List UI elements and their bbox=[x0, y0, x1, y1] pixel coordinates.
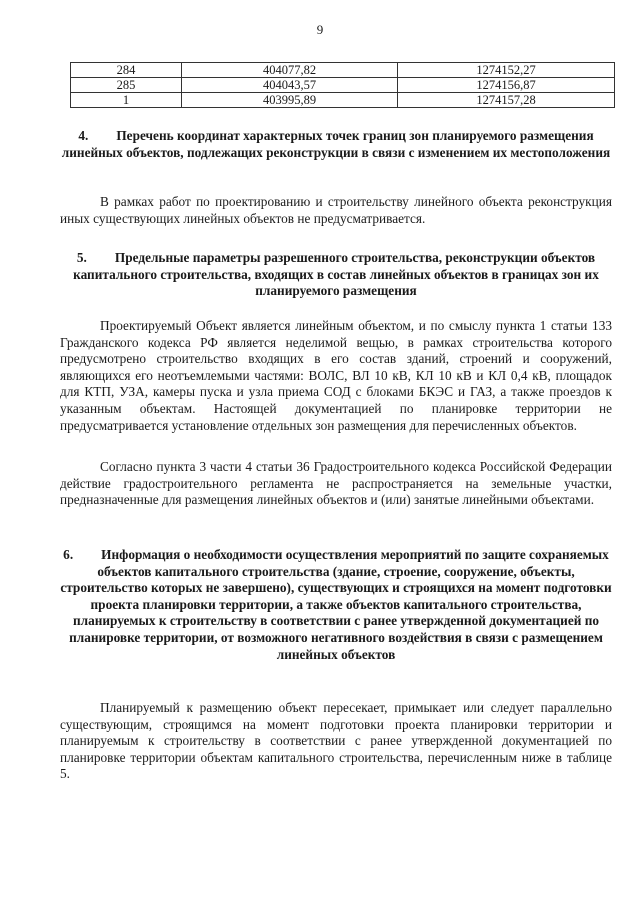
section-4-heading bbox=[60, 128, 612, 161]
section-4-paragraph: В рамках работ по проектированию и строительству линейного объекта реконструкция иных существующих линейных объектов не предусматривается. bbox=[60, 194, 612, 226]
table-cell: 404043,57 bbox=[182, 78, 398, 93]
section-6-heading bbox=[60, 547, 612, 663]
section-5-heading bbox=[60, 250, 612, 300]
table-row bbox=[71, 78, 615, 93]
section-title: Предельные параметры разрешенного строительства, реконструкции объектов капитального строительства, входящих в состав линейных объектов в границах зон их планируемого размещения bbox=[73, 250, 599, 299]
section-5-paragraph: Согласно пункта 3 части 4 статьи 36 Градостроительного кодекса Российской Федерации действие градостроительного регламента не распространяется на земельные участки, предназначенные для размещения линейных объектов и (или) занятые линейными объектами. bbox=[60, 459, 612, 508]
table-cell: 1274152,27 bbox=[398, 63, 615, 78]
table-cell: 1274156,87 bbox=[398, 78, 615, 93]
table-cell: 285 bbox=[71, 78, 182, 93]
section-6-paragraph: Планируемый к размещению объект пересекает, примыкает или следует параллельно существующим, строящимся на момент подготовки проекта планировки территории и планируемым к строительству в соответствии с ранее утвержденной документацией по планировке территории объектам капитального строительства, перечисленным ниже в таблице 5. bbox=[60, 700, 612, 782]
table-cell: 1274157,28 bbox=[398, 93, 615, 108]
section-number: 5. bbox=[76, 250, 87, 265]
section-title: Информация о необходимости осуществления мероприятий по защите сохраняемых объектов капитального строительства (здание, строение, сооружение, объекты, строительство которых не завершено), существующих и строящихся на момент подготовки проекта планировки территории, а также объектов капитального строительства, планируемых к строительству в соответствии с ранее утвержденной документацией по планировке территории, от возможного негативного воздействия в связи с размещением линейных объектов bbox=[60, 547, 612, 662]
table-row bbox=[71, 63, 615, 78]
table-cell: 404077,82 bbox=[182, 63, 398, 78]
table-cell: 1 bbox=[71, 93, 182, 108]
section-title: Перечень координат характерных точек границ зон планируемого размещения линейных объектов, подлежащих реконструкции в связи с изменением их местоположения bbox=[61, 128, 611, 160]
page-number: 9 bbox=[316, 22, 324, 37]
table-cell: 403995,89 bbox=[182, 93, 398, 108]
section-number: 6. bbox=[63, 547, 74, 562]
table-cell: 284 bbox=[71, 63, 182, 78]
section-number: 4. bbox=[78, 128, 89, 143]
coordinates-table bbox=[70, 62, 615, 108]
table-row bbox=[71, 93, 615, 108]
section-5-paragraph: Проектируемый Объект является линейным объектом, и по смыслу пункта 1 статьи 133 Гражданского кодекса РФ является неделимой вещью, в рамках строительства которого предусмотрено строительство входящих в его состав зданий, строений и сооружений, являющихся его неотъемлемыми частями: ВОЛС, ВЛ 10 кВ, КЛ 10 кВ и КЛ 0,4 кВ, площадок для КТП, УЗА, камеры пуска и узла приема СОД с блоками БКЭС и ГАЗ, а также проездов к указанным объектам. Настоящей документацией по планировке территории не предусматривается установление отдельных зон размещения для перечисленных объектов. bbox=[60, 318, 612, 433]
